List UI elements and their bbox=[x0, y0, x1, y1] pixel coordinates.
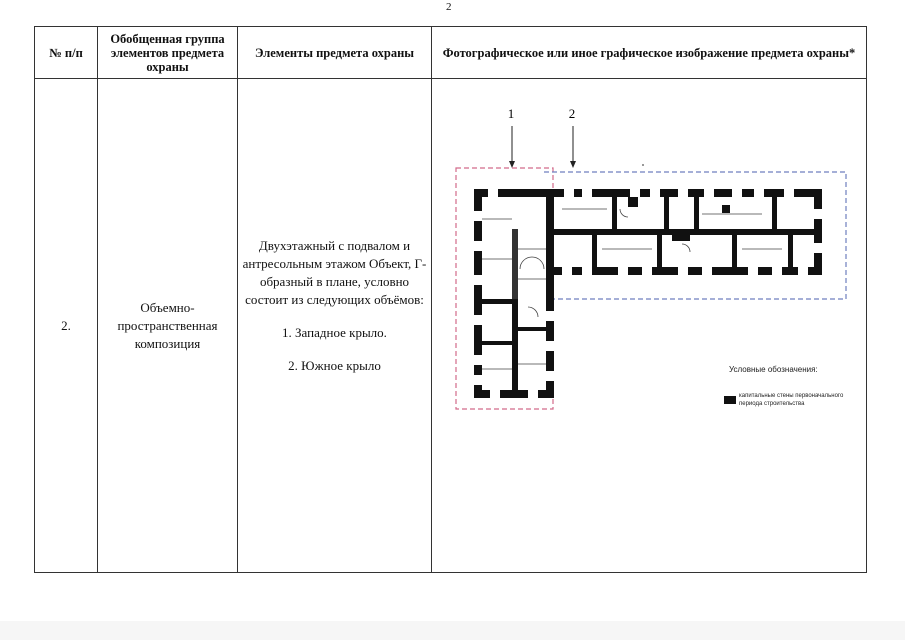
legend-swatch bbox=[724, 396, 736, 404]
floor-plan-drawing bbox=[432, 79, 866, 572]
elements-item-2: 2. Южное крыло bbox=[288, 357, 381, 373]
south-wing-walls bbox=[474, 189, 822, 275]
marker-1-arrowhead bbox=[509, 161, 515, 168]
west-wing-walls bbox=[474, 191, 554, 398]
row-number: 2. bbox=[35, 79, 98, 573]
wing-1-outline bbox=[456, 168, 553, 409]
elements-intro: Двухэтажный с подвалом и антресольным этажом Объект, Г-образный в плане, условно состоит из следующих объёмов: bbox=[242, 237, 427, 307]
legend-item-label: капитальные стены первоначального периода строительства bbox=[739, 393, 844, 407]
legend-title: Условные обозначения: bbox=[729, 365, 818, 374]
row-elements bbox=[238, 79, 432, 573]
protection-table bbox=[34, 26, 867, 573]
scan-bottom-margin bbox=[0, 621, 905, 640]
marker-2-arrowhead bbox=[570, 161, 576, 168]
header-group: Обобщенная группа элементов предмета охраны bbox=[98, 27, 238, 79]
header-elements: Элементы предмета охраны bbox=[238, 27, 432, 79]
table-header-row bbox=[35, 27, 867, 79]
floor-plan-figure bbox=[432, 79, 866, 572]
elements-item-1: 1. Западное крыло. bbox=[282, 324, 387, 340]
table-row bbox=[35, 79, 867, 573]
row-group: Объемно-пространственная композиция bbox=[98, 79, 238, 573]
marker-2-label: 2 bbox=[568, 106, 576, 121]
marker-1-label: 1 bbox=[507, 106, 515, 121]
row-image bbox=[432, 79, 867, 573]
page-number: 2 bbox=[446, 1, 452, 13]
header-image: Фотографическое или иное графическое изображение предмета охраны* bbox=[432, 27, 867, 79]
header-number: № п/п bbox=[35, 27, 98, 79]
